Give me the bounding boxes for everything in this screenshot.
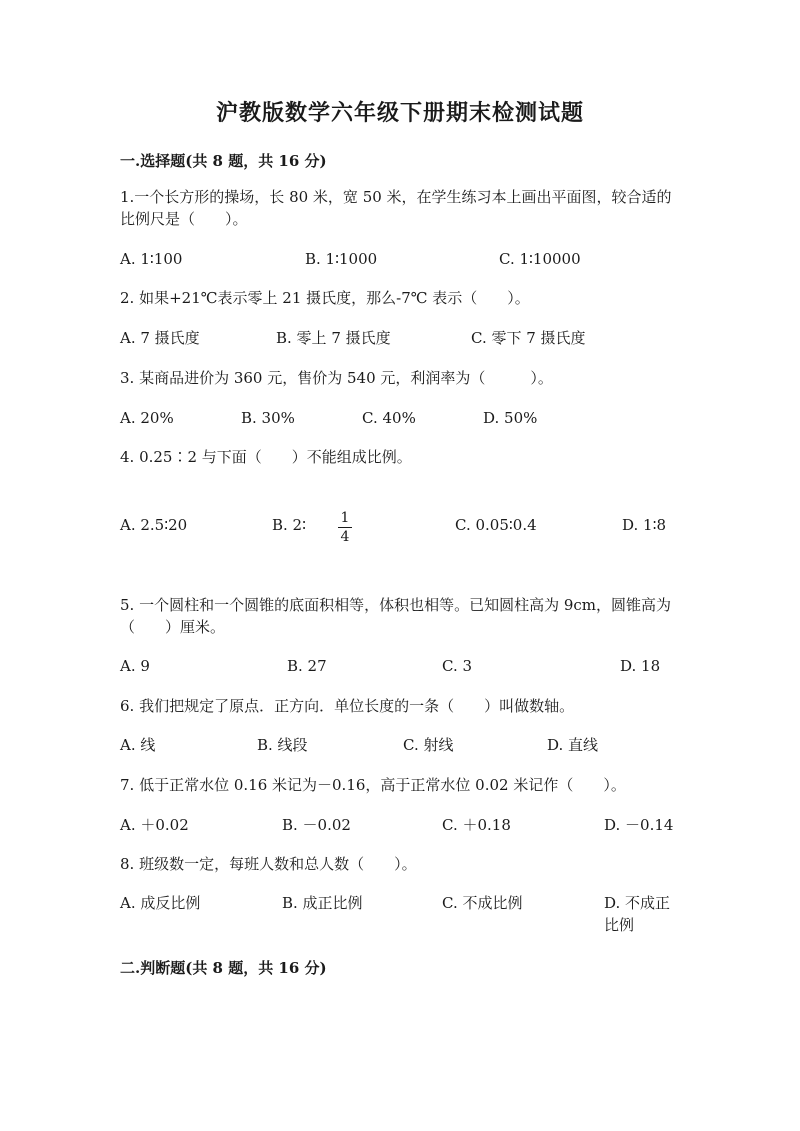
section-heading-judgement: 二.判断题(共 8 题，共 16 分) [120, 959, 327, 977]
q3-option-d: D. 50% [483, 409, 538, 427]
q6-option-b: B. 线段 [257, 736, 308, 754]
q6-option-a: A. 线 [120, 736, 156, 754]
q8-option-c: C. 不成比例 [442, 894, 523, 912]
question-1: 1.一个长方形的操场，长 80 米，宽 50 米，在学生练习本上画出平面图，较合适的比例尺是（ ）。 [120, 188, 672, 228]
question-3: 3. 某商品进价为 360 元，售价为 540 元，利润率为（ ）。 [120, 369, 553, 387]
question-5: 5. 一个圆柱和一个圆锥的底面积相等，体积也相等。已知圆柱高为 9cm，圆锥高为（ ）厘米。 [120, 596, 672, 636]
question-6: 6. 我们把规定了原点．正方向．单位长度的一条（ ）叫做数轴。 [120, 697, 575, 715]
fraction-numerator: 1 [340, 510, 350, 526]
q1-option-c: C. 1∶10000 [499, 250, 581, 268]
q7-option-d: D. －0.14 [604, 816, 674, 834]
q2-option-a: A. 7 摄氏度 [120, 329, 200, 347]
q1-option-a: A. 1∶100 [120, 250, 183, 268]
question-4: 4. 0.25∶2 与下面（ ）不能组成比例。 [120, 448, 412, 466]
q6-option-d: D. 直线 [547, 736, 599, 754]
q4-option-b-fraction [338, 510, 352, 545]
question-8: 8. 班级数一定，每班人数和总人数（ ）。 [120, 855, 417, 873]
fraction-denominator: 4 [340, 529, 350, 545]
q5-option-b: B. 27 [287, 657, 327, 675]
q5-option-a: A. 9 [120, 657, 150, 675]
q6-option-c: C. 射线 [403, 736, 454, 754]
q1-option-b: B. 1∶1000 [305, 250, 378, 268]
q4-option-d: D. 1∶8 [622, 516, 667, 534]
q2-option-b: B. 零上 7 摄氏度 [276, 329, 391, 347]
q7-option-b: B. －0.02 [282, 816, 351, 834]
q8-option-a: A. 成反比例 [120, 894, 201, 912]
section-heading-choice: 一.选择题(共 8 题，共 16 分) [120, 152, 327, 170]
question-7: 7. 低于正常水位 0.16 米记为－0.16，高于正常水位 0.02 米记作（ ）。 [120, 776, 626, 794]
q4-option-c: C. 0.05∶0.4 [455, 516, 537, 534]
q3-option-c: C. 40% [362, 409, 416, 427]
q7-option-c: C. ＋0.18 [442, 816, 511, 834]
q3-option-a: A. 20% [120, 409, 174, 427]
q3-option-b: B. 30% [241, 409, 295, 427]
q8-option-d: D. 不成正比例 [604, 894, 671, 934]
q4-option-a: A. 2.5∶20 [120, 516, 188, 534]
fraction-bar [338, 527, 352, 528]
page-title: 沪教版数学六年级下册期末检测试题 [215, 100, 584, 126]
q7-option-a: A. ＋0.02 [120, 816, 189, 834]
q5-option-d: D. 18 [620, 657, 661, 675]
q8-option-b: B. 成正比例 [282, 894, 363, 912]
q2-option-c: C. 零下 7 摄氏度 [471, 329, 586, 347]
q5-option-c: C. 3 [442, 657, 473, 675]
q4-option-b: B. 2∶ [272, 516, 307, 534]
question-2: 2. 如果+21℃表示零上 21 摄氏度，那么-7℃ 表示（ ）。 [120, 289, 530, 307]
